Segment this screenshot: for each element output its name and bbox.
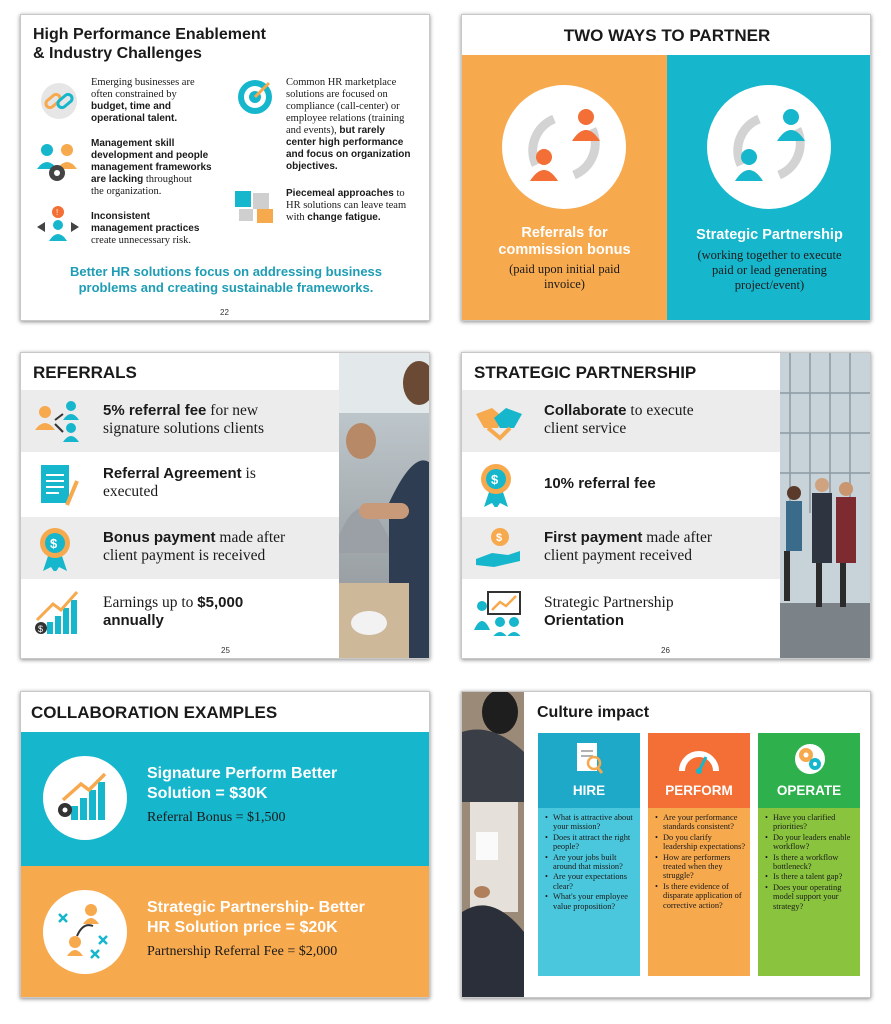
slide-title: High Performance Enablement & Industry Challenges <box>33 26 266 62</box>
partnership-fee-text: 10% referral fee <box>544 475 656 492</box>
meeting-photo <box>462 692 524 998</box>
list-item: • Do you clarify leadership expectations? <box>654 833 746 852</box>
referral-title: Referrals for commission bonus <box>498 225 631 258</box>
document-pen-icon <box>33 461 83 507</box>
bonus-text: Bonus payment made after client payment is received <box>103 529 286 564</box>
signature-circle <box>43 756 127 840</box>
signature-band <box>21 732 430 866</box>
operate-header <box>758 733 860 808</box>
svg-text:!: ! <box>56 208 59 217</box>
partnership-title: Strategic Partnership <box>696 227 843 243</box>
partnership-subtitle: (working together to execute paid or lead generating project/event) <box>697 248 842 292</box>
strategic-circle <box>43 890 127 974</box>
challenge-management: Management skill development and people management frameworks are lacking throughout the organization. <box>91 138 212 197</box>
referral-people-icon <box>502 85 626 209</box>
strategy-people-icon <box>43 890 127 974</box>
resume-search-icon <box>574 741 604 777</box>
page-number: 22 <box>220 308 229 317</box>
hire-header <box>538 733 640 808</box>
slide-culture-impact <box>461 691 871 998</box>
referral-row-fee <box>21 390 339 452</box>
signature-title: Signature Perform Better Solution = $30K <box>147 765 338 802</box>
partnership-people-icon <box>707 85 831 209</box>
slide-title: Culture impact <box>537 704 650 721</box>
svg-text:$: $ <box>491 472 499 487</box>
dollar-ribbon-icon <box>33 525 83 571</box>
operate-label: OPERATE <box>776 783 842 798</box>
hire-label: HIRE <box>572 783 606 798</box>
challenge-marketplace: Common HR marketplace solutions are focused on compliance (call-center) or employee relations (training and events), but rarely center high performance and focus on organization objectives. <box>286 77 411 172</box>
referral-panel <box>462 55 667 321</box>
slide-two-ways <box>461 14 871 321</box>
challenge-emerging: Emerging businesses are often constrained by budget, time and operational talent. <box>91 77 195 124</box>
gauge-icon <box>678 745 720 775</box>
growth-chart-icon <box>43 756 127 840</box>
referral-circle <box>502 85 626 209</box>
conclusion-text: Better HR solutions focus on addressing business problems and creating sustainable frameworks. <box>69 264 383 295</box>
perform-label: PERFORM <box>665 783 733 798</box>
svg-text:$: $ <box>496 532 503 544</box>
gears-icon <box>792 741 828 777</box>
agreement-text: Referral Agreement is executed <box>103 465 256 500</box>
target-icon <box>235 77 275 117</box>
broken-chain-icon <box>37 81 81 121</box>
partnership-row-payment <box>462 517 780 579</box>
list-item: • Do your leaders enable workflow? <box>764 833 856 852</box>
slide-referrals <box>20 352 430 659</box>
list-item: • Is there a talent gap? <box>764 872 856 881</box>
dollar-ribbon-icon <box>474 461 524 507</box>
referral-row-agreement <box>21 453 339 515</box>
presentation-icon <box>474 590 524 636</box>
handshake-photo <box>339 353 430 659</box>
partnership-circle <box>707 85 831 209</box>
people-network-icon <box>33 398 83 444</box>
list-item: • Does it attract the right people? <box>544 833 636 852</box>
page-number: 26 <box>661 646 670 655</box>
puzzle-icon <box>231 187 279 227</box>
list-item: • What is attractive about your mission? <box>544 813 636 832</box>
collaborate-text: Collaborate to execute client service <box>544 402 694 437</box>
list-item: • Is there a workflow bottleneck? <box>764 853 856 872</box>
strategic-band <box>21 866 430 998</box>
partnership-panel <box>667 55 871 321</box>
referral-subtitle: (paid upon initial paid invoice) <box>509 262 620 291</box>
slide-collaboration-examples <box>20 691 430 998</box>
office-team-photo <box>780 353 871 659</box>
growth-chart-icon <box>33 590 83 636</box>
referral-row-earnings <box>21 582 339 644</box>
strategic-fee: Partnership Referral Fee = $2,000 <box>147 944 338 959</box>
slide-strategic-partnership <box>461 352 871 659</box>
slide-title: STRATEGIC PARTNERSHIP <box>474 363 697 382</box>
perform-header <box>648 733 750 808</box>
orientation-text: Strategic Partnership Orientation <box>544 594 674 629</box>
list-item: • Are your expectations clear? <box>544 872 636 891</box>
partnership-row-fee <box>462 453 780 515</box>
list-item: • Is there evidence of disparate application of corrective action? <box>654 882 746 910</box>
list-item: • Have you clarified priorities? <box>764 813 856 832</box>
earnings-text: Earnings up to $5,000 annually <box>103 594 244 629</box>
slide-title: COLLABORATION EXAMPLES <box>31 703 278 722</box>
operate-column <box>758 733 860 976</box>
slide-challenges <box>20 14 430 321</box>
list-item: • Are your performance standards consistent? <box>654 813 746 832</box>
operate-questions <box>764 813 856 911</box>
challenge-piecemeal: Piecemeal approaches to HR solutions can leave team with change fatigue. <box>286 188 407 223</box>
list-item: • What's your employee value proposition? <box>544 892 636 911</box>
hire-body <box>538 808 640 976</box>
hire-questions <box>544 813 636 911</box>
slide-title: TWO WAYS TO PARTNER <box>563 26 771 45</box>
person-arrows-icon <box>35 205 81 245</box>
list-item: • Are your jobs built around that mission? <box>544 853 636 872</box>
partnership-row-orientation <box>462 582 780 644</box>
page-number: 25 <box>221 646 230 655</box>
perform-body <box>648 808 750 976</box>
signature-bonus: Referral Bonus = $1,500 <box>147 810 286 825</box>
partnership-row-collaborate <box>462 390 780 452</box>
perform-column <box>648 733 750 976</box>
operate-body <box>758 808 860 976</box>
hand-coin-icon <box>474 525 524 571</box>
svg-text:$: $ <box>50 536 58 551</box>
payment-text: First payment made after client payment received <box>544 529 713 564</box>
svg-text:$: $ <box>38 624 44 634</box>
list-item: • How are performers treated when they struggle? <box>654 853 746 881</box>
challenge-inconsistent: Inconsistent management practices create unnecessary risk. <box>91 211 200 246</box>
strategic-title: Strategic Partnership- Better HR Solution price = $20K <box>147 899 365 936</box>
handshake-icon <box>474 398 524 444</box>
referral-fee-text: 5% referral fee for new signature solutions clients <box>103 402 265 437</box>
slide-title: REFERRALS <box>33 363 137 382</box>
list-item: • Does your operating model support your strategy? <box>764 883 856 911</box>
hire-column <box>538 733 640 976</box>
perform-questions <box>654 813 746 910</box>
referral-row-bonus <box>21 517 339 579</box>
people-gear-icon <box>35 141 81 183</box>
